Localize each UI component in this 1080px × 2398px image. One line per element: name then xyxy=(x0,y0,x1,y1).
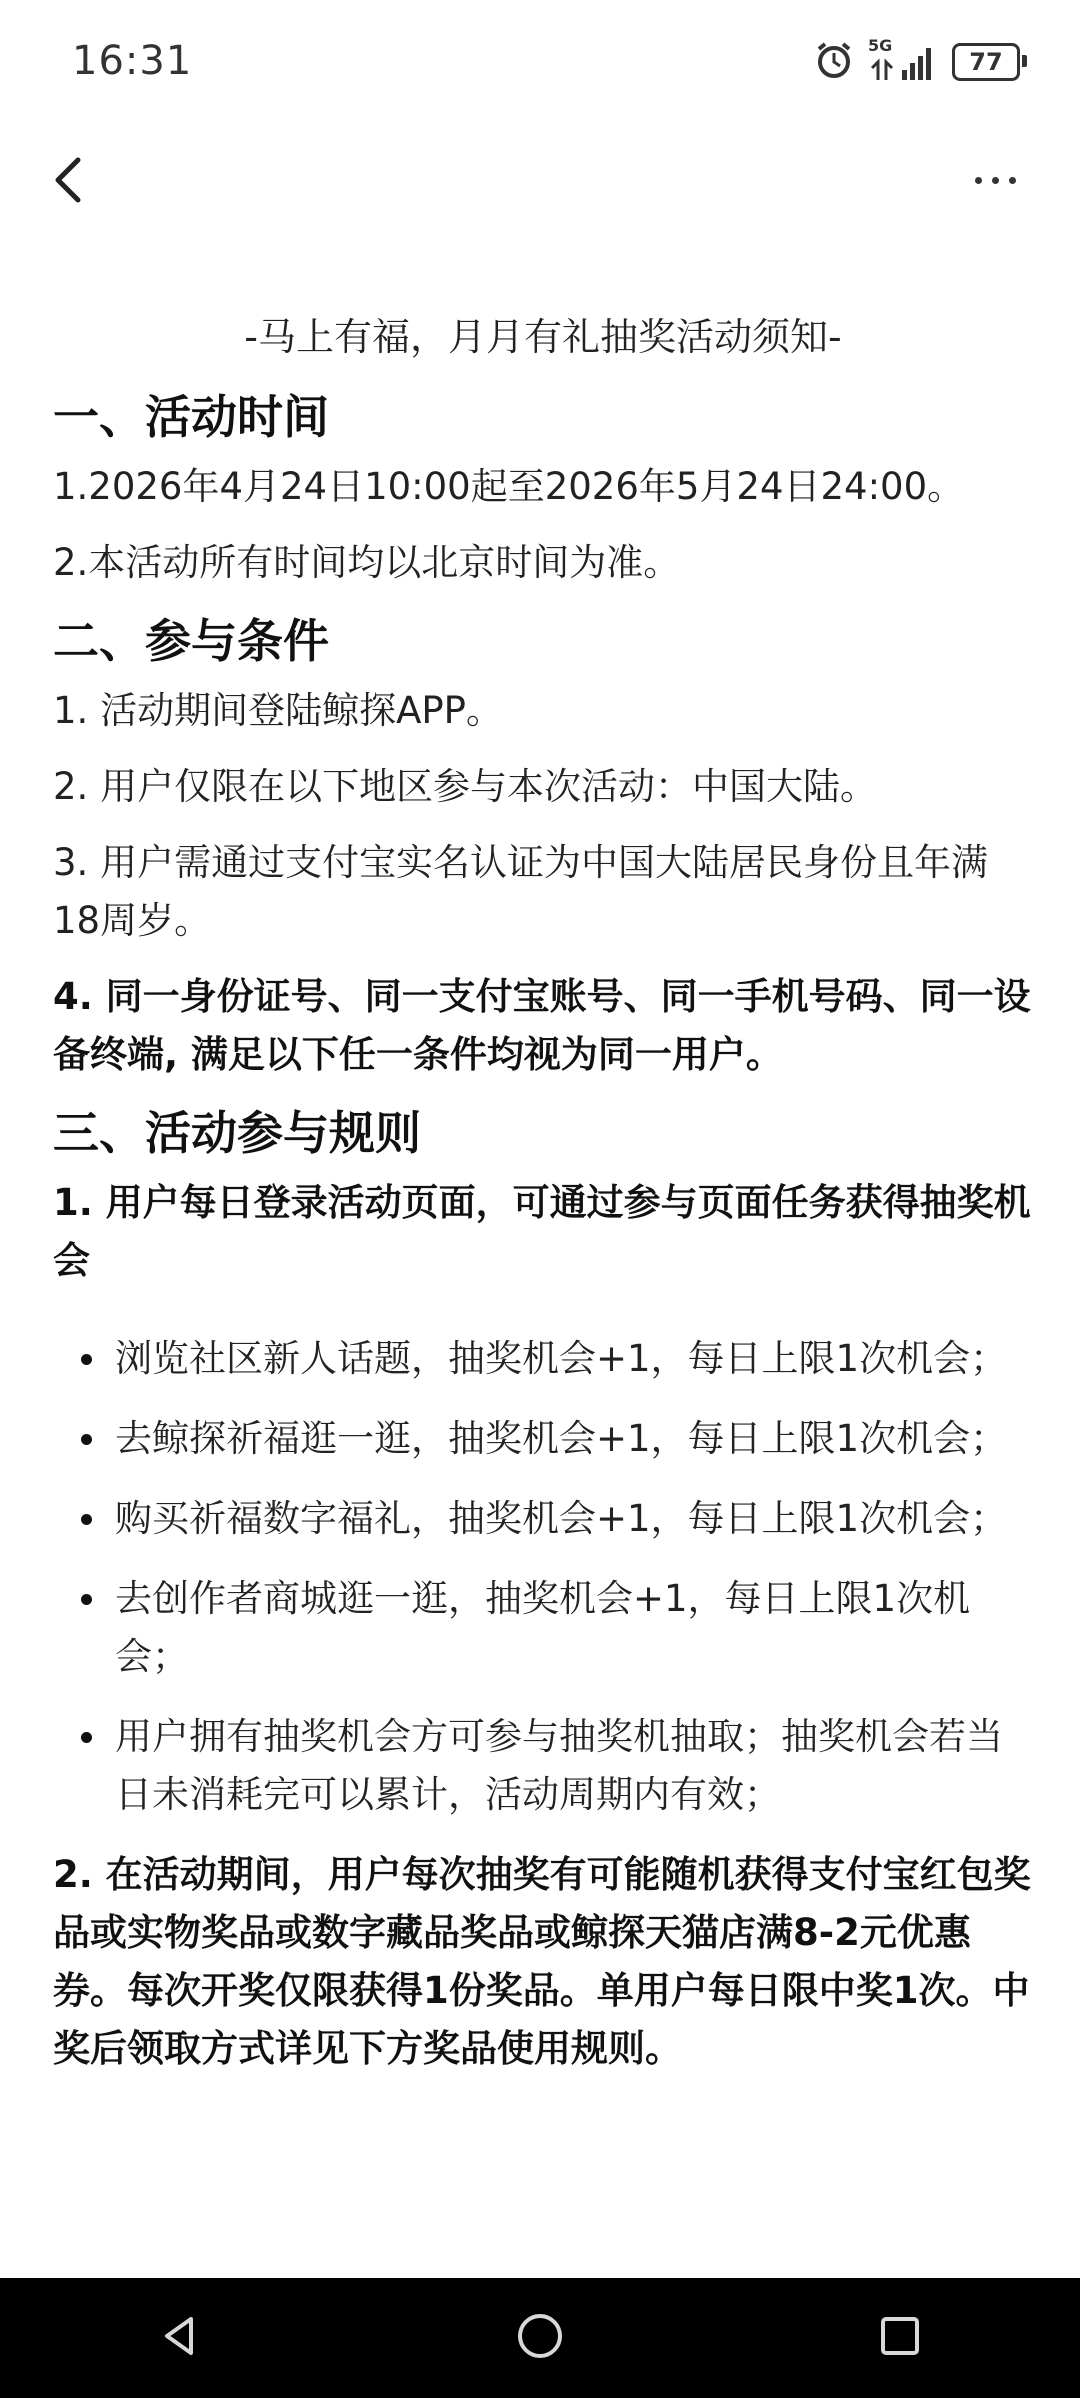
rule-intro: 1. 用户每日登录活动页面，可通过参与页面任务获得抽奖机会 xyxy=(53,1181,1031,1282)
document-title: -马上有福，月月有礼抽奖活动须知- xyxy=(244,315,842,359)
list-item: 去创作者商城逛一逛，抽奖机会+1，每日上限1次机会； xyxy=(53,1570,1033,1686)
section-heading-rules: 三、活动参与规则 xyxy=(53,1106,421,1160)
task-list xyxy=(53,1330,1033,1824)
nav-recents-button[interactable] xyxy=(840,2288,960,2388)
more-button[interactable] xyxy=(960,148,1030,212)
list-item: 浏览社区新人话题，抽奖机会+1，每日上限1次机会； xyxy=(53,1330,1033,1388)
condition-item-4: 4. 同一身份证号、同一支付宝账号、同一手机号码、同一设备终端, 满足以下任一条件均视为同一用户。 xyxy=(53,975,1031,1076)
section-heading-activity-time: 一、活动时间 xyxy=(53,390,329,444)
battery-level: 77 xyxy=(969,48,1003,76)
back-button[interactable] xyxy=(40,148,100,212)
more-horizontal-icon xyxy=(975,177,982,184)
nav-home-button[interactable] xyxy=(480,2288,600,2388)
condition-item-1: 1. 活动期间登陆鲸探APP。 xyxy=(53,689,503,732)
app-bar xyxy=(0,130,1080,230)
battery-icon xyxy=(952,43,1020,81)
status-icons xyxy=(814,38,1020,86)
time-item-2: 2.本活动所有时间均以北京时间为准。 xyxy=(53,541,681,584)
recents-square-icon xyxy=(877,2313,923,2363)
time-item-1: 1.2026年4月24日10:00起至2026年5月24日24:00。 xyxy=(53,465,965,508)
status-time: 16:31 xyxy=(72,38,193,84)
status-bar xyxy=(0,0,1080,130)
condition-item-2: 2. 用户仅限在以下地区参与本次活动：中国大陆。 xyxy=(53,765,878,808)
back-triangle-icon xyxy=(157,2313,203,2363)
document-content xyxy=(53,302,1033,2096)
list-item: 购买祈福数字福礼，抽奖机会+1，每日上限1次机会； xyxy=(53,1490,1033,1548)
signal-icon xyxy=(868,36,938,84)
condition-item-3: 3. 用户需通过支付宝实名认证为中国大陆居民身份且年满18周岁。 xyxy=(53,841,989,942)
system-nav-bar xyxy=(0,2278,1080,2398)
network-type: 5G xyxy=(868,36,893,55)
alarm-icon xyxy=(814,40,854,84)
nav-back-button[interactable] xyxy=(120,2288,240,2388)
list-item: 用户拥有抽奖机会方可参与抽奖机抽取；抽奖机会若当日未消耗完可以累计，活动周期内有效； xyxy=(53,1708,1033,1824)
home-circle-icon xyxy=(515,2311,565,2365)
list-item: 去鲸探祈福逛一逛，抽奖机会+1，每日上限1次机会； xyxy=(53,1410,1033,1468)
rule-2: 2. 在活动期间，用户每次抽奖有可能随机获得支付宝红包奖品或实物奖品或数字藏品奖品或鲸探天猫店满8-2元优惠券。每次开奖仅限获得1份奖品。单用户每日限中奖1次。中奖后领取方式详见下方奖品使用规则。 xyxy=(53,1853,1031,2070)
chevron-left-icon xyxy=(40,197,100,216)
section-heading-conditions: 二、参与条件 xyxy=(53,614,329,668)
